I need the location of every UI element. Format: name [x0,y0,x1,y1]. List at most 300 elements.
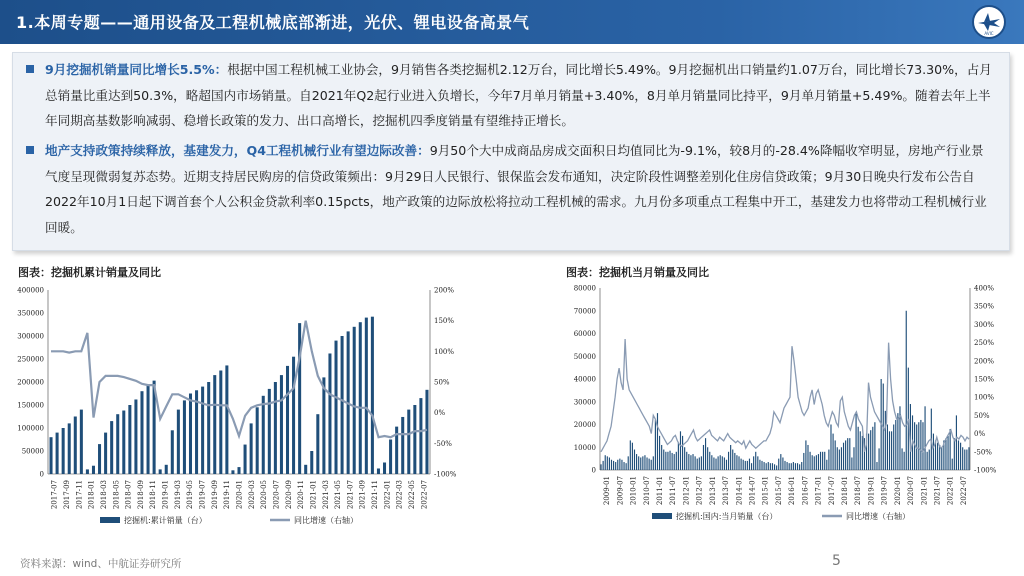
y-left-tick-label: 40000 [573,375,596,384]
bar [632,443,633,470]
bar [793,462,794,470]
bar [876,462,877,470]
bar [845,440,846,470]
bar [956,415,957,470]
bar [365,318,368,474]
bar [920,420,921,470]
y-left-tick-label: 80000 [573,284,596,293]
cumulative-sales-chart [10,282,460,536]
bar [80,410,83,474]
x-tick-label: 2017-01 [814,476,823,506]
bar [140,391,143,474]
x-tick-label: 2021-05 [334,480,343,510]
bar [860,431,861,470]
bar [770,463,771,470]
bar [663,450,664,470]
bar [954,438,955,470]
legend-line-label: 同比增速（右轴） [846,512,910,521]
bar [870,430,871,470]
y-right-tick-label: -50% [974,448,992,457]
x-tick-label: 2018-05 [112,480,121,510]
bar [686,452,687,470]
y-left-tick-label: 60000 [573,330,596,338]
y-right-tick-label: 50% [434,378,450,387]
bar [868,434,869,470]
bar [653,456,654,470]
bar [695,456,696,470]
bar [922,422,923,470]
x-tick-label: 2021-03 [321,480,330,510]
bar [621,460,622,470]
bar [672,453,673,470]
x-tick-label: 2014-07 [748,476,757,506]
bullet-2-text: 9月50个大中成商品房成交面积日均值同比为-9.1%，较8月的-28.4%降幅收窄明显，房地产行业景气度呈现微弱复苏态势。近期支持居民购房的信贷政策频出：9月29日人民银行、银保监会发布通知，决定阶段性调整差别化住房信贷政策；9月30日晚央行发布公告自2022年10月1日起下调首套个人公积金贷款利率0.15pcts，地产政策的边际放松将拉动工程机械的需求。九月份多项重点工程集中开工，基建发力也将带动工程机械行业回暖。 [45,143,987,235]
legend-bar-label: 挖掘机:国内:当月销量（台） [676,512,778,521]
bar [280,375,283,474]
yoy-growth-line [51,321,427,438]
y-right-tick-label: 200% [434,286,455,295]
bar [759,460,760,470]
bar [830,425,831,471]
bar [824,452,825,470]
y-right-tick-label: 0% [974,430,986,439]
bar [929,450,930,470]
bar [92,466,95,474]
bar [780,454,781,470]
bar [937,443,938,470]
bar [933,434,934,470]
bar [711,455,712,470]
bar [952,459,953,470]
bar [734,453,735,470]
bar [835,440,836,470]
bar [669,451,670,470]
bar [237,467,240,474]
bar [630,440,631,470]
bar [941,447,942,470]
x-tick-label: 2016-01 [788,476,797,506]
bar [924,406,925,470]
bar [68,423,71,474]
bar [177,410,180,474]
bar [383,463,386,475]
bar [720,455,721,470]
x-tick-label: 2019-09 [210,480,219,510]
bar [62,428,65,474]
bar [659,436,660,470]
x-tick-label: 2010-01 [629,476,638,506]
bar [889,431,890,470]
bar [906,311,907,470]
bar [776,465,777,470]
bar [682,436,683,470]
bar [74,417,77,475]
y-left-tick-label: 10000 [573,443,596,452]
bar [134,399,137,474]
y-left-tick-label: 400000 [17,286,44,295]
x-tick-label: 2018-03 [99,480,108,510]
bar [147,384,150,474]
bar [962,447,963,470]
bar [649,459,650,470]
bar [611,460,612,470]
bar [730,445,731,470]
x-tick-label: 2017-11 [75,480,84,510]
summary-bullet-1 [27,57,993,134]
page-number: 5 [832,553,841,569]
y-left-tick-label: 30000 [573,398,596,407]
y-left-tick-label: 350000 [17,309,44,318]
bar [697,459,698,470]
x-tick-label: 2018-01 [87,480,96,510]
bar [707,447,708,470]
x-tick-label: 2020-01 [893,476,902,506]
bar [638,456,639,470]
bar [791,463,792,470]
bar [799,464,800,470]
legend-line-label: 同比增速（右轴） [294,516,358,525]
bar [853,447,854,470]
bullet-1-text: 根据中国工程机械工业协会，9月销售各类挖掘机2.12万台，同比增长5.49%。9月挖掘机出口销量约1.07万台，同比增长73.30%，占月总销量比重达到50.3%，略超国内市场销量。自2021年Q2起行业进入负增长，今年7月单月销量+3.40%，8月单月销量同比持平，9月单月销量+5.49%。随着去年上半年同期高基数影响减弱、稳增长政策的发力、出口高增长，挖掘机四季度销量有望维持正增长。 [45,62,992,128]
bar [897,413,898,470]
bar [678,443,679,470]
bar [636,454,637,470]
bar [801,462,802,470]
x-tick-label: 2018-07 [124,480,133,510]
bar [703,445,704,470]
bar [807,445,808,470]
bar [292,357,295,474]
bar [908,368,909,470]
bar [171,430,174,474]
bar [128,405,131,474]
x-tick-label: 2021-09 [358,480,367,510]
bar [335,341,338,474]
bar [268,389,271,474]
x-tick-label: 2017-09 [62,480,71,510]
y-right-tick-label: 50% [974,411,990,420]
y-right-tick-label: 100% [434,347,455,356]
bar [690,455,691,470]
bar [816,455,817,470]
bar [262,396,265,474]
bar [927,452,928,470]
bar [692,454,693,470]
bar [250,423,253,474]
bar [605,455,606,470]
x-tick-label: 2021-07 [933,476,942,506]
bar [843,443,844,470]
x-tick-label: 2020-09 [284,480,293,510]
bar [741,459,742,470]
bar [874,422,875,470]
bar [822,452,823,470]
bar [607,456,608,470]
bar [772,463,773,470]
bar [761,461,762,470]
bar [849,438,850,470]
bar [818,454,819,470]
bar [728,452,729,470]
x-tick-label: 2018-07 [854,476,863,506]
bar [878,448,879,470]
x-tick-label: 2022-07 [959,476,968,506]
monthly-sales-chart [560,280,1010,536]
x-tick-label: 2021-11 [371,480,380,510]
bar [377,468,380,474]
bar [713,457,714,470]
bar [353,327,356,474]
x-tick-label: 2014-01 [735,476,744,506]
bar [958,440,959,470]
left-figure-title: 图表：挖掘机累计销量及同比 [18,266,161,279]
bar [968,447,969,470]
bar [623,462,624,470]
bar [657,413,658,470]
legend-bar-label: 挖掘机:累计销量（台） [124,516,207,525]
bar [745,461,746,470]
bar [736,455,737,470]
bar [782,457,783,470]
x-tick-label: 2019-01 [867,476,876,506]
bar [183,400,186,474]
y-left-tick-label: 300000 [17,332,44,341]
x-tick-label: 2009-01 [603,476,612,506]
x-tick-label: 2021-01 [309,480,318,510]
bar [371,317,374,474]
bar [359,322,362,474]
bar [642,456,643,470]
bar [751,463,752,470]
bar [304,465,307,474]
bar [841,447,842,470]
x-tick-label: 2013-07 [722,476,731,506]
bar [960,443,961,470]
bar [872,427,873,470]
bar [755,452,756,470]
x-tick-label: 2020-05 [260,480,269,510]
bar [709,452,710,470]
bar [286,366,289,474]
x-tick-label: 2018-11 [149,480,158,510]
x-tick-label: 2019-01 [161,480,170,510]
x-tick-label: 2022-03 [395,480,404,510]
x-tick-label: 2012-07 [695,476,704,506]
x-tick-label: 2020-07 [907,476,916,506]
y-right-tick-label: -50% [434,439,452,448]
bar [613,461,614,470]
y-left-tick-label: 50000 [573,352,596,361]
y-right-tick-label: 150% [434,317,455,326]
bar [274,382,277,474]
y-right-tick-label: 300% [974,320,995,329]
bar [425,390,428,474]
x-tick-label: 2019-05 [186,480,195,510]
bar [634,450,635,470]
bar [189,394,192,475]
bar [839,450,840,470]
bar [774,464,775,470]
bar [887,425,888,471]
y-right-tick-label: 400% [974,284,995,293]
y-right-tick-label: 0% [434,409,446,418]
bar [646,457,647,470]
bar [655,420,656,470]
bar [244,445,247,474]
y-right-tick-label: 100% [974,393,995,402]
bar [651,460,652,470]
bar [753,456,754,470]
y-right-tick-label: 250% [974,339,995,348]
x-tick-label: 2012-01 [682,476,691,506]
x-tick-label: 2015-01 [761,476,770,506]
bar [766,463,767,470]
bar [833,434,834,470]
x-tick-label: 2022-01 [383,480,392,510]
bar [901,448,902,470]
bar [812,455,813,470]
x-tick-label: 2010-07 [642,476,651,506]
legend-bar-swatch [652,513,672,519]
bar [743,460,744,470]
x-tick-label: 2022-05 [408,480,417,510]
bar [732,450,733,470]
bar [805,440,806,470]
bar [747,461,748,470]
bar [718,456,719,470]
bar [891,431,892,470]
bar [680,431,681,470]
x-tick-label: 2020-01 [235,480,244,510]
y-left-tick-label: 250000 [17,355,44,364]
y-left-tick-label: 0 [591,466,596,475]
x-tick-label: 2019-07 [880,476,889,506]
x-tick-label: 2019-07 [198,480,207,510]
bar [213,375,216,474]
yoy-growth-line [601,339,969,452]
bar [945,438,946,470]
bar [603,461,604,470]
bar [885,411,886,470]
bar [858,427,859,470]
bar [626,463,627,470]
y-left-tick-label: 70000 [573,307,596,316]
bar [600,464,601,470]
bar [207,382,210,474]
bar [705,438,706,470]
bar [322,377,325,474]
x-tick-label: 2018-01 [840,476,849,506]
bar [724,457,725,470]
bar [749,459,750,470]
bar [851,457,852,470]
bar [219,371,222,475]
bar [964,450,965,470]
bar [764,462,765,470]
bar [855,413,856,470]
bar [789,463,790,470]
y-right-tick-label: -100% [974,466,997,475]
svg-text:AVIC: AVIC [984,31,994,36]
bar [328,353,331,474]
x-tick-label: 2020-03 [247,480,256,510]
x-tick-label: 2019-11 [223,480,232,510]
bar [862,436,863,470]
bar [98,444,101,474]
bar [116,414,119,474]
bar [644,455,645,470]
bar [661,445,662,470]
bar [341,336,344,474]
x-tick-label: 2017-07 [50,480,59,510]
bar [950,429,951,470]
bar [918,422,919,470]
bar [674,454,675,470]
bar [826,460,827,470]
bar [609,457,610,470]
legend-bar-swatch [100,517,120,523]
bar [757,456,758,470]
x-tick-label: 2011-01 [655,476,664,506]
bar [837,447,838,470]
y-right-tick-label: 150% [974,375,995,384]
bar [407,410,410,474]
x-tick-label: 2021-01 [920,476,929,506]
y-left-tick-label: 100000 [17,424,44,433]
bar [688,454,689,470]
plane-logo-icon [974,7,1004,37]
data-source: 资料来源：wind、中航证券研究所 [20,558,182,570]
bar [828,450,829,470]
x-tick-label: 2017-07 [827,476,836,506]
x-tick-label: 2011-07 [669,476,678,506]
x-tick-label: 2021-07 [346,480,355,510]
x-tick-label: 2019-03 [173,480,182,510]
summary-bullet-2 [27,138,993,240]
bar [701,456,702,470]
x-tick-label: 2018-09 [136,480,145,510]
summary-box [12,52,1010,251]
header-bar [0,0,1024,44]
bar [389,440,392,475]
page-title: 1.本周专题——通用设备及工程机械底部渐进，光伏、锂电设备高景气 [16,13,530,32]
bar [939,445,940,470]
bar [895,420,896,470]
bar [699,457,700,470]
bar [738,456,739,470]
y-left-tick-label: 50000 [21,447,44,456]
x-tick-label: 2015-07 [774,476,783,506]
y-left-tick-label: 20000 [573,421,596,429]
x-tick-label: 2009-07 [616,476,625,506]
bar [966,450,967,470]
bar [619,459,620,470]
bar [617,460,618,470]
y-right-tick-label: -100% [434,470,457,479]
bullet-2-highlight: 地产支持政策持续释放，基建发力，Q4工程机械行业有望边际改善： [45,143,430,158]
right-figure-title: 图表：挖掘机当月销量及同比 [566,266,709,279]
bar [778,459,779,470]
bar [50,437,53,474]
bar [201,387,204,474]
x-tick-label: 2020-07 [272,480,281,510]
bar [667,452,668,470]
bar [110,421,113,474]
x-tick-label: 2022-01 [946,476,955,506]
bar [225,365,228,474]
bar [310,451,313,474]
bar [615,462,616,470]
